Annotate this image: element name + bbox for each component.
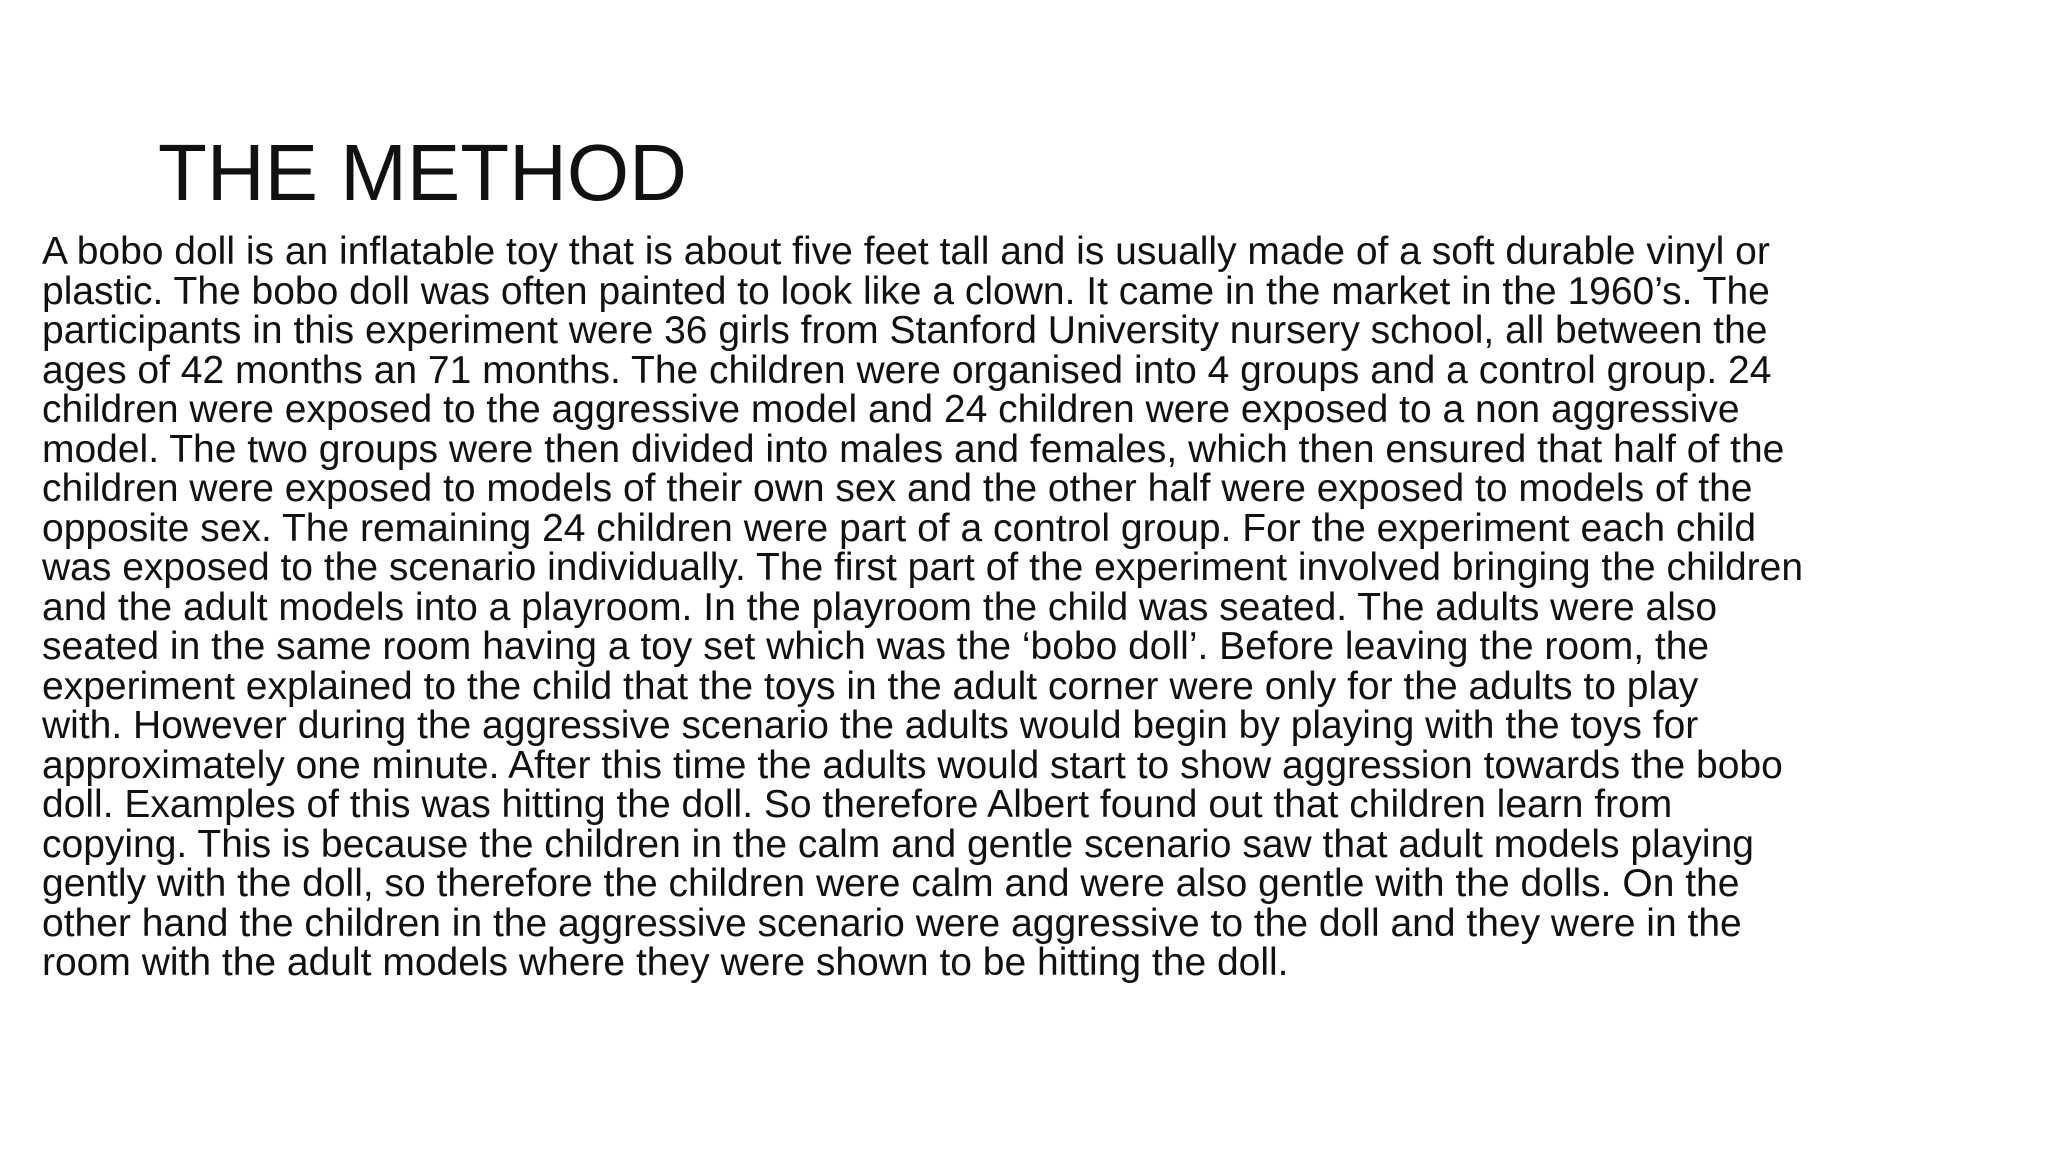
slide-body (42, 232, 2032, 983)
body-line: plastic. The bobo doll was often painted to look like a clown. It came in the market in the 1960’s. The (42, 269, 1770, 313)
body-line: ages of 42 months an 71 months. The children were organised into 4 groups and a control group. 24 (42, 348, 1772, 392)
body-line: experiment explained to the child that the toys in the adult corner were only for the adults to play (42, 664, 1699, 708)
body-line: seated in the same room having a toy set which was the ‘bobo doll’. Before leaving the room, the (42, 625, 1710, 668)
body-line: and the adult models into a playroom. In the playroom the child was seated. The adults were also (42, 585, 1718, 629)
body-line: room with the adult models where they were shown to be hitting the doll. (42, 941, 1289, 984)
body-line: children were exposed to models of their own sex and the other half were exposed to models of the (42, 467, 1753, 510)
body-line: other hand the children in the aggressive scenario were aggressive to the doll and they were in the (42, 901, 1742, 945)
body-line: was exposed to the scenario individually. The first part of the experiment involved bringing the children (42, 546, 1804, 589)
slide-title: THE METHOD (158, 128, 687, 217)
body-line: opposite sex. The remaining 24 children were part of a control group. For the experiment each child (42, 506, 1757, 550)
body-line: model. The two groups were then divided into males and females, which then ensured that half of the (42, 427, 1785, 471)
body-line: approximately one minute. After this time the adults would start to show aggression towards the bobo (42, 743, 1783, 787)
body-line: with. However during the aggressive scenario the adults would begin by playing with the toys for (42, 704, 1699, 747)
body-line: A bobo doll is an inflatable toy that is about five feet tall and is usually made of a soft durable vinyl or (42, 230, 1770, 273)
body-line: gently with the doll, so therefore the children were calm and were also gentle with the dolls. On the (42, 862, 1740, 905)
body-line: participants in this experiment were 36 girls from Stanford University nursery school, all between the (42, 309, 1768, 352)
body-line: copying. This is because the children in the calm and gentle scenario saw that adult models playing (42, 822, 1754, 866)
body-line: doll. Examples of this was hitting the doll. So therefore Albert found out that children learn from (42, 783, 1673, 826)
body-line: children were exposed to the aggressive model and 24 children were exposed to a non aggressive (42, 388, 1740, 431)
